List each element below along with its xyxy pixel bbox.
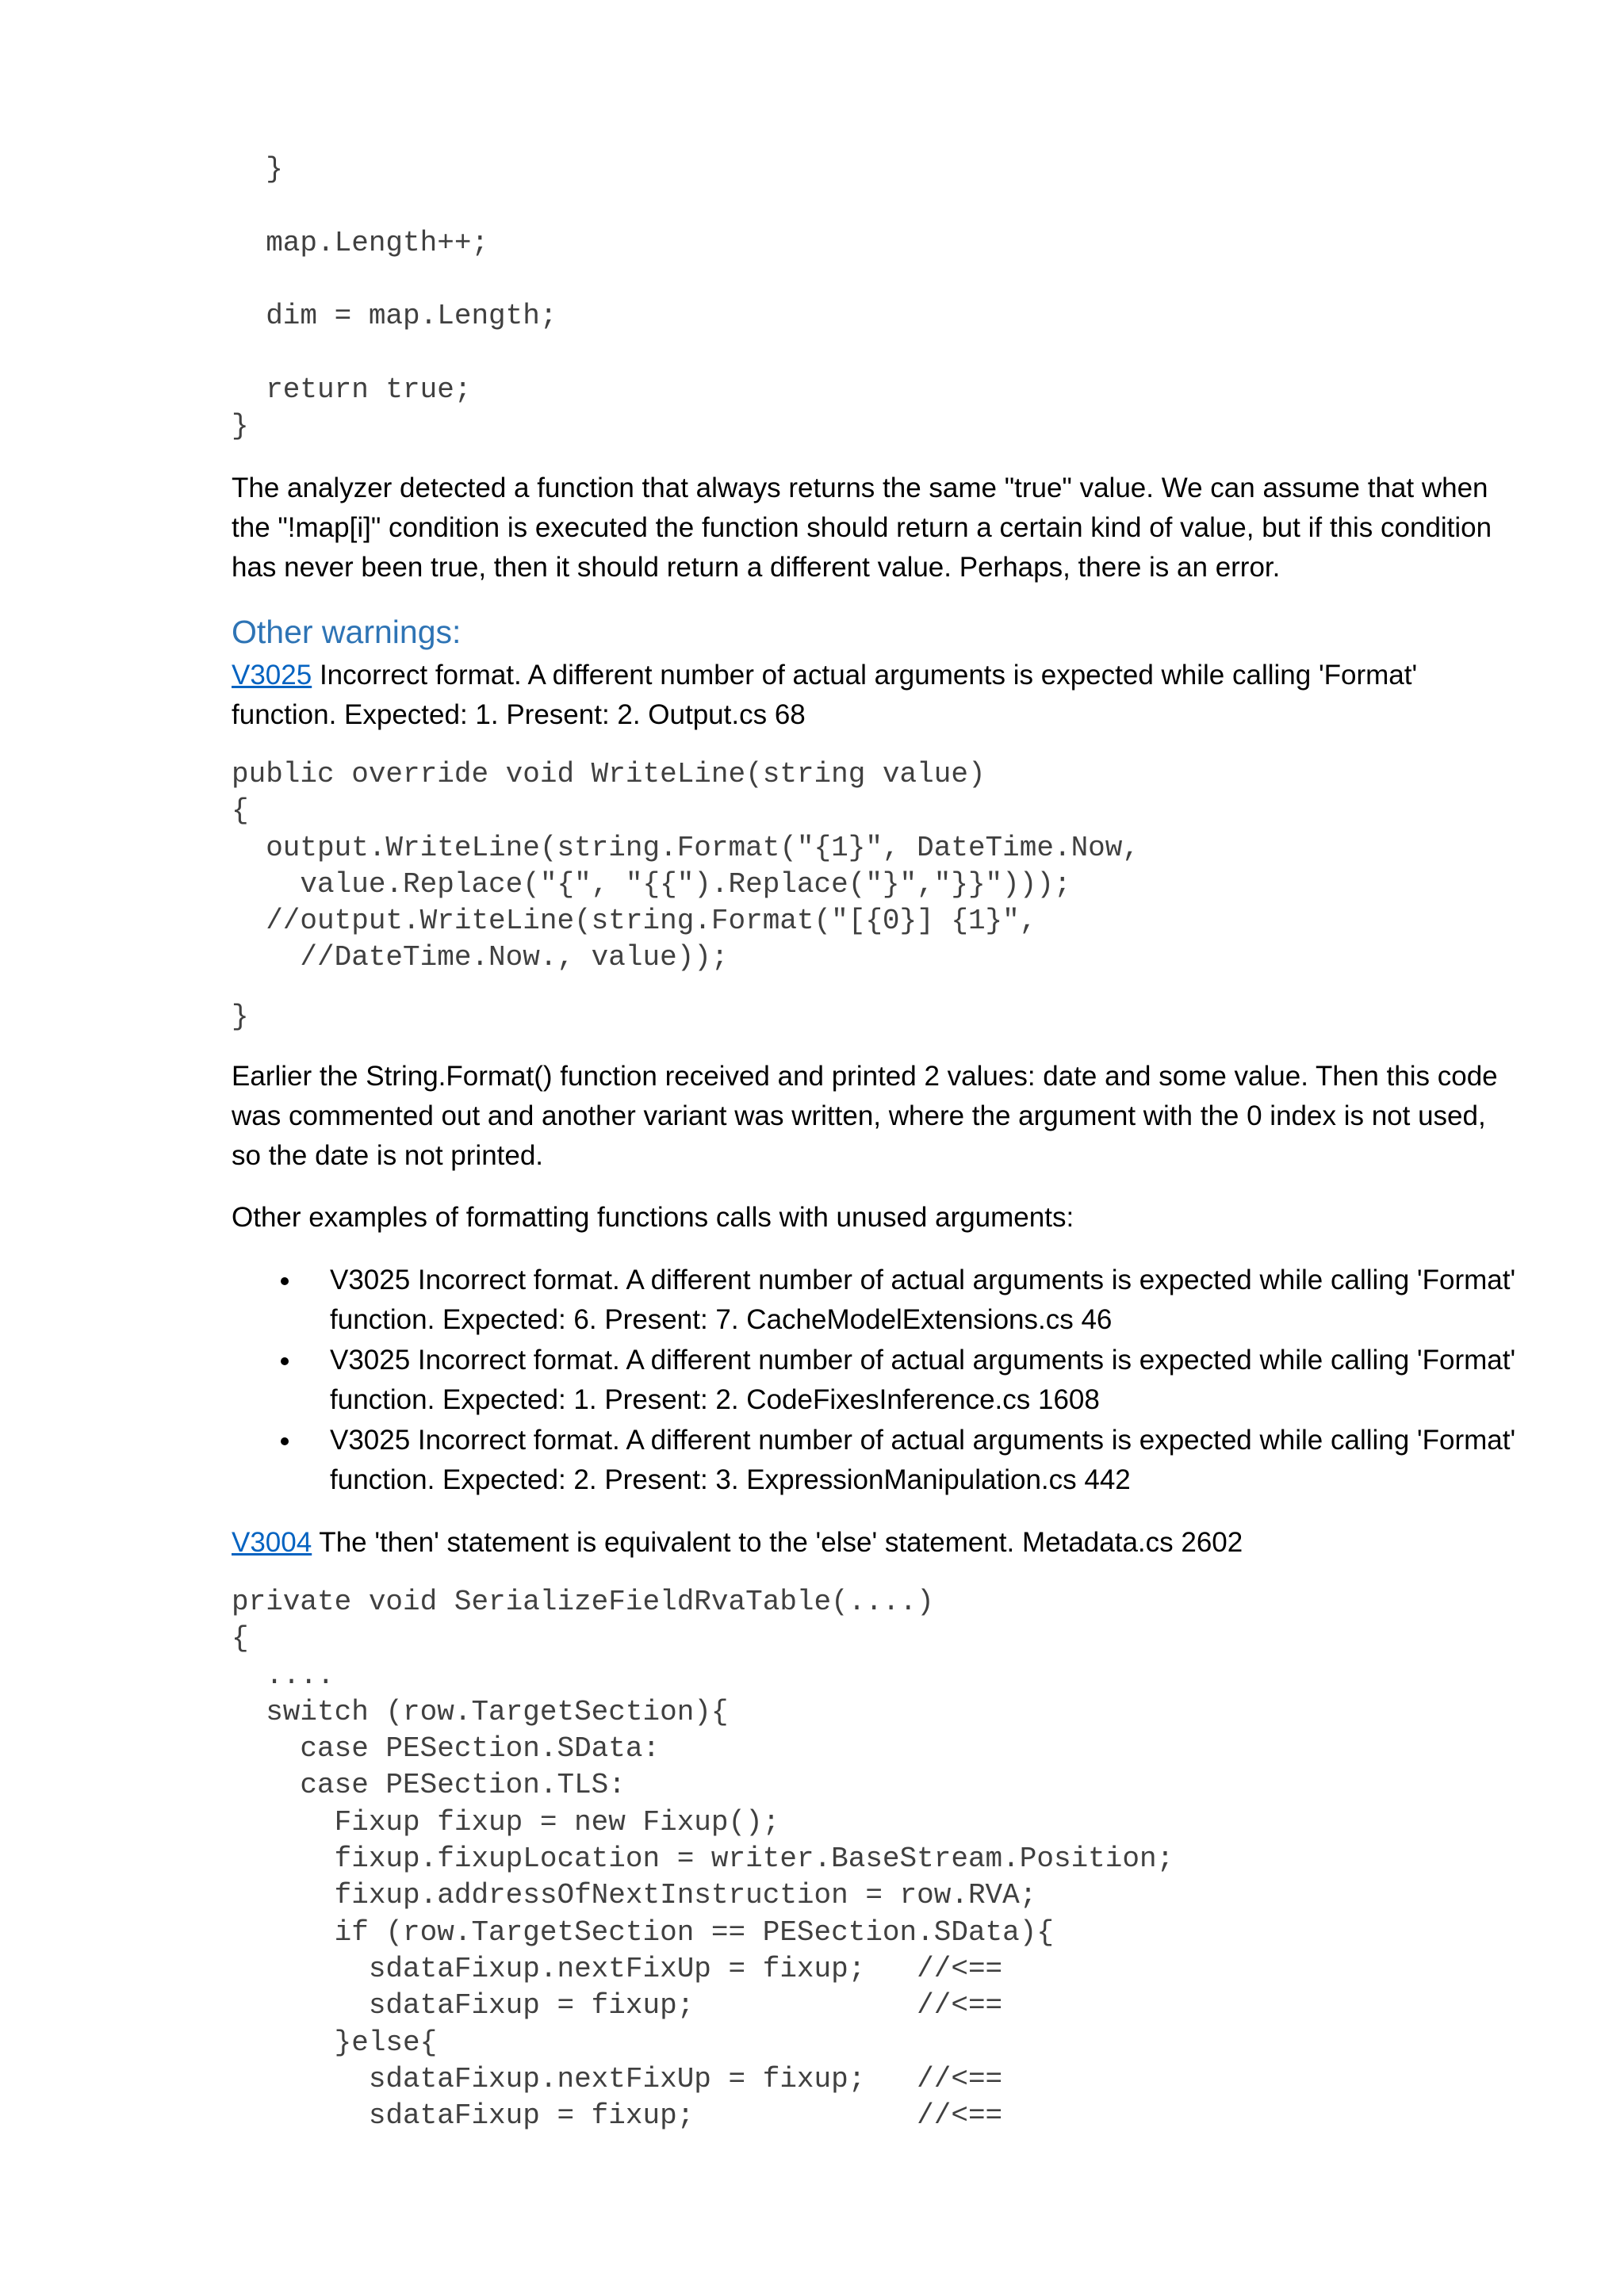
code-line: .... — [232, 1659, 335, 1692]
code-line: return true; — [232, 373, 472, 406]
code-line: } — [232, 153, 283, 186]
bullet-list-examples — [232, 1261, 1516, 1501]
bullet-dot-icon — [281, 1437, 289, 1445]
section-heading-other-warnings: Other warnings: — [232, 614, 462, 650]
code-line — [232, 262, 557, 298]
code-line: fixup.fixupLocation = writer.BaseStream.Position; — [232, 1843, 1174, 1876]
code-line: case PESection.SData: — [232, 1732, 661, 1766]
code-line: private void SerializeFieldRvaTable(....) — [232, 1586, 934, 1618]
code-block-writeline — [232, 756, 1139, 977]
code-line: value.Replace("{", "{{").Replace("}","}}"))); — [232, 867, 1071, 901]
warning-v3025 — [232, 656, 1516, 735]
code-line: sdataFixup.nextFixUp = fixup; //<== — [232, 2062, 1003, 2095]
bullet-item — [232, 1421, 1516, 1500]
warning-v3004 — [232, 1523, 1516, 1563]
code-line: case PESection.TLS: — [232, 1769, 626, 1802]
bullet-item — [232, 1341, 1516, 1420]
paragraph-analysis: The analyzer detected a function that always returns the same "true" value. We can assume that when the "!map[i]" condition is executed the function should return a certain kind of value, but if this condition has never been true, then it should return a different value. Perhaps, there is an error. — [232, 473, 1492, 583]
code-line — [232, 188, 557, 224]
bullet-dot-icon — [281, 1357, 289, 1365]
code-block-serialize — [232, 1584, 1174, 2134]
code-line: { — [232, 1622, 249, 1655]
code-line: //output.WriteLine(string.Format("[{0}] {1}", — [232, 905, 1037, 938]
code-line: if (row.TargetSection == PESection.SData){ — [232, 1915, 1054, 1949]
code-line: map.Length++; — [232, 226, 489, 259]
code-line — [232, 335, 557, 371]
code-line: dim = map.Length; — [232, 300, 557, 333]
code-line: sdataFixup = fixup; //<== — [232, 1989, 1003, 2022]
warning-link-v3004[interactable]: V3004 — [232, 1527, 312, 1558]
bullet-item — [232, 1261, 1516, 1340]
code-line: sdataFixup = fixup; //<== — [232, 2099, 1003, 2133]
bullet-text: V3025 Incorrect format. A different number of actual arguments is expected while calling 'Format' function. Expected: 6. Present: 7. CacheModelExtensions.cs 46 — [330, 1265, 1516, 1335]
warning-link-v3025[interactable]: V3025 — [232, 660, 312, 691]
code-line: public override void WriteLine(string value) — [232, 758, 986, 790]
code-line: } — [232, 410, 249, 443]
code-line: switch (row.TargetSection){ — [232, 1695, 729, 1728]
code-line: sdataFixup.nextFixUp = fixup; //<== — [232, 1952, 1003, 1985]
warning-v3004-text: The 'then' statement is equivalent to the 'else' statement. Metadata.cs 2602 — [312, 1527, 1243, 1558]
bullet-text: V3025 Incorrect format. A different number of actual arguments is expected while calling 'Format' function. Expected: 1. Present: 2. CodeFixesInference.cs 1608 — [330, 1345, 1516, 1415]
code-line: //DateTime.Now., value)); — [232, 941, 729, 974]
code-line: Fixup fixup = new Fixup(); — [232, 1805, 780, 1839]
code-line: fixup.addressOfNextInstruction = row.RVA; — [232, 1879, 1037, 1912]
bullet-text: V3025 Incorrect format. A different number of actual arguments is expected while calling 'Format' function. Expected: 2. Present: 3. ExpressionManipulation.cs 442 — [330, 1425, 1516, 1495]
paragraph-other-examples: Other examples of formatting functions calls with unused arguments: — [232, 1202, 1074, 1233]
bullet-dot-icon — [281, 1277, 289, 1285]
code-line: }else{ — [232, 2026, 438, 2059]
code-line: output.WriteLine(string.Format("{1}", DateTime.Now, — [232, 831, 1139, 864]
warning-v3025-text: Incorrect format. A different number of actual arguments is expected while calling 'Format' function. Expected: 1. Present: 2. Output.cs 68 — [232, 660, 1418, 730]
code-block-writeline-close: } — [232, 1001, 249, 1033]
code-line: { — [232, 794, 249, 828]
paragraph-explanation: Earlier the String.Format() function received and printed 2 values: date and some value. Then this code was commented out and another variant was written, where the argument with the 0 index is not used, so the date is not printed. — [232, 1061, 1498, 1171]
code-block-top — [232, 151, 557, 445]
